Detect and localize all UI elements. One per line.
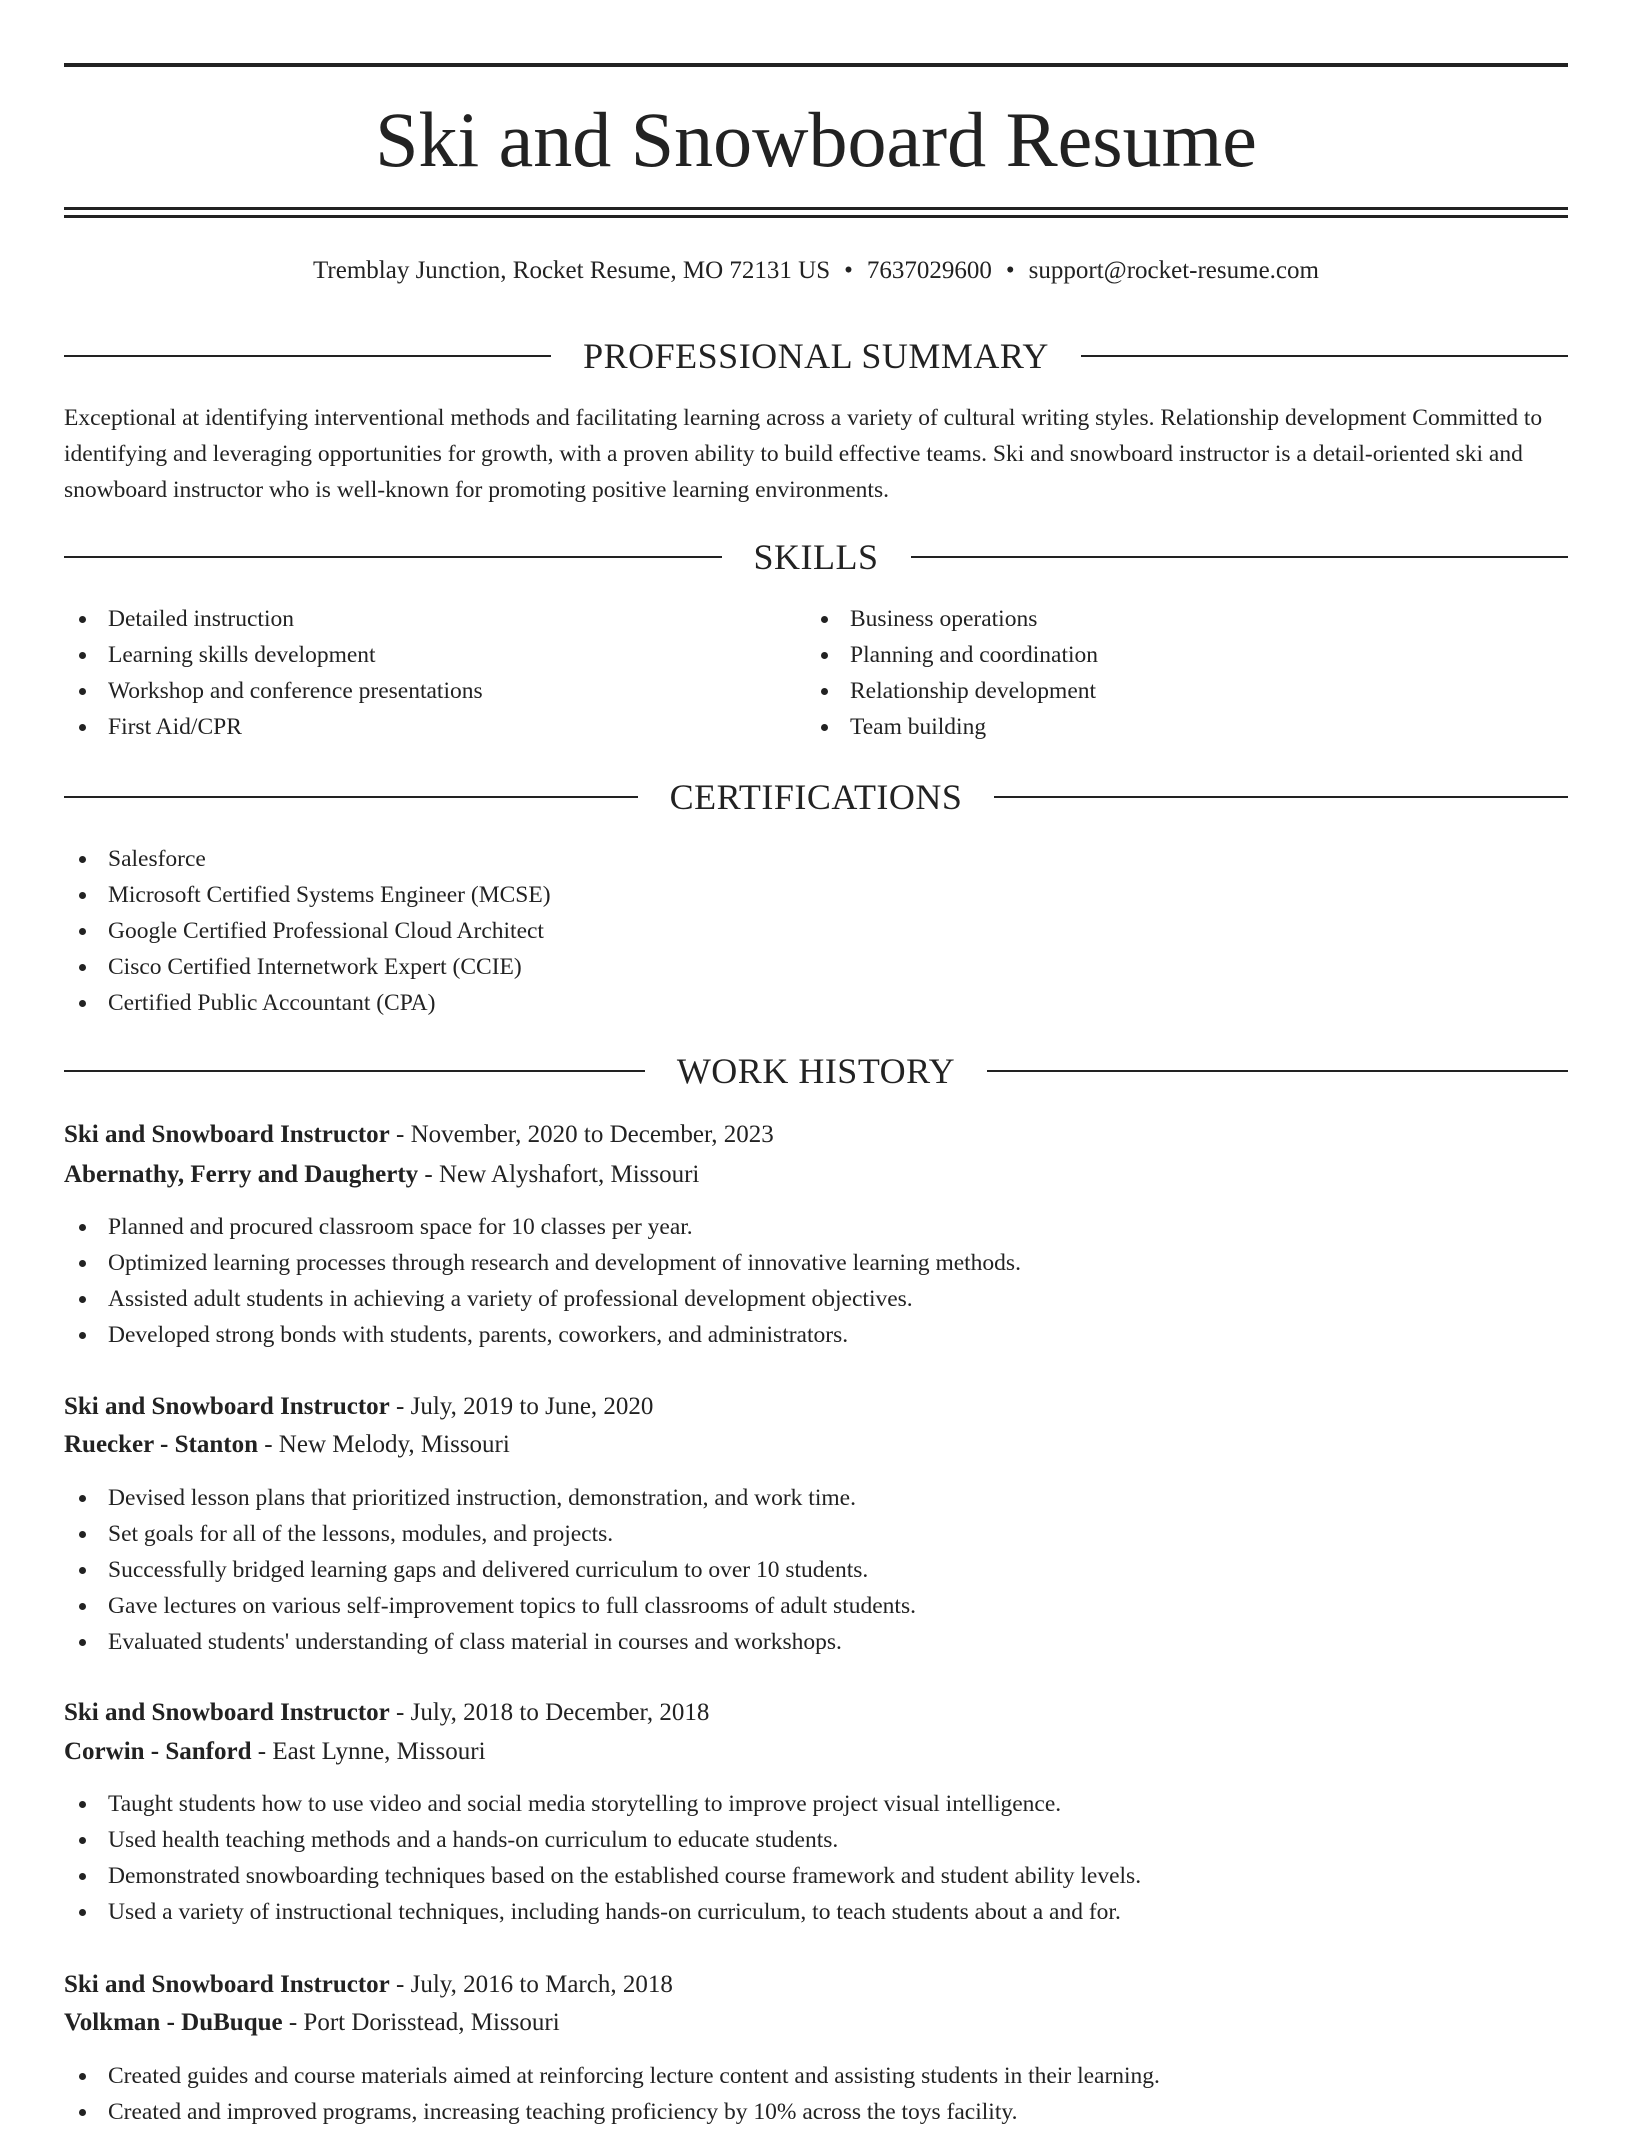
- job-dates: - July, 2018 to December, 2018: [389, 1699, 710, 1726]
- section-header-work-history: [64, 1049, 1568, 1093]
- job-bullets: [64, 1786, 1141, 1930]
- job-company-line: [64, 1427, 1568, 1463]
- certifications-list: [64, 841, 551, 1021]
- job-title: Ski and Snowboard Instructor: [64, 1971, 390, 1998]
- job-bullet: Used a variety of instructional techniques, including hands-on curriculum, to teach students about a and for.: [64, 1894, 1141, 1930]
- section-title-summary: PROFESSIONAL SUMMARY: [583, 336, 1049, 376]
- header-double-rule-upper: [64, 207, 1568, 210]
- job-company: Ruecker - Stanton: [64, 1431, 258, 1458]
- job-title: Ski and Snowboard Instructor: [64, 1393, 390, 1420]
- job-bullet: Used health teaching methods and a hands-on curriculum to educate students.: [64, 1822, 1141, 1858]
- section-rule-left: [64, 796, 638, 798]
- job-bullet: Developed strong bonds with students, parents, coworkers, and administrators.: [64, 1317, 1021, 1353]
- skill-item: Detailed instruction: [64, 601, 483, 637]
- contact-separator: •: [844, 257, 853, 284]
- section-title-certifications: CERTIFICATIONS: [669, 777, 963, 817]
- section-rule-left: [64, 556, 722, 558]
- contact-separator: •: [1005, 257, 1015, 284]
- certification-item: Cisco Certified Internetwork Expert (CCIE): [64, 949, 551, 985]
- job-dates: - November, 2020 to December, 2023: [389, 1121, 774, 1148]
- job-bullet: Taught students how to use video and social media storytelling to improve project visual intelligence.: [64, 1786, 1141, 1822]
- job-dates: - July, 2019 to June, 2020: [389, 1393, 654, 1420]
- job-company-line: [64, 1734, 1568, 1770]
- section-rule-left: [64, 355, 551, 357]
- job-bullets: [64, 2058, 1160, 2130]
- job-location: - New Alyshafort, Missouri: [418, 1161, 700, 1188]
- certification-item: Certified Public Accountant (CPA): [64, 985, 551, 1021]
- job-bullets: [64, 1209, 1021, 1353]
- job-bullets: [64, 1480, 916, 1660]
- skill-item: Workshop and conference presentations: [64, 673, 483, 709]
- job-title-line: [64, 1389, 1568, 1425]
- contact-email: support@rocket-resume.com: [1028, 257, 1319, 284]
- job-company: Corwin - Sanford: [64, 1738, 252, 1765]
- section-header-skills: [64, 535, 1568, 579]
- job-bullet: Created guides and course materials aimed at reinforcing lecture content and assisting students in their learning.: [64, 2058, 1160, 2094]
- job-company: Volkman - DuBuque: [64, 2009, 283, 2036]
- section-rule-left: [64, 1070, 645, 1072]
- contact-address: Tremblay Junction, Rocket Resume, MO 72131 US: [313, 257, 831, 284]
- job-bullet: Successfully bridged learning gaps and delivered curriculum to over 10 students.: [64, 1552, 916, 1588]
- job-bullet: Gave lectures on various self-improvement topics to full classrooms of adult students.: [64, 1588, 916, 1624]
- job-bullet: Set goals for all of the lessons, modules, and projects.: [64, 1516, 916, 1552]
- job-bullet: Planned and procured classroom space for 10 classes per year.: [64, 1209, 1021, 1245]
- section-rule-right: [911, 556, 1569, 558]
- summary-paragraph: Exceptional at identifying interventional methods and facilitating learning across a variety of cultural writing styles. Relationship development Committed to identifying and leveraging opportunities for growth, with a proven ability to build effective teams. Ski and snowboard instructor is a detail-oriented ski and snowboard instructor who is well-known for promoting positive learning environments.: [64, 405, 1543, 503]
- certification-item: Salesforce: [64, 841, 551, 877]
- job-bullet: Optimized learning processes through research and development of innovative learning methods.: [64, 1245, 1021, 1281]
- job-company-line: [64, 1157, 1568, 1193]
- certification-item: Google Certified Professional Cloud Architect: [64, 913, 551, 949]
- section-rule-right: [987, 1070, 1568, 1072]
- header-top-rule: [64, 63, 1568, 67]
- header-double-rule-lower: [64, 215, 1568, 218]
- job-dates: - July, 2016 to March, 2018: [389, 1971, 673, 1998]
- job-title: Ski and Snowboard Instructor: [64, 1699, 390, 1726]
- job-title-line: [64, 1695, 1568, 1731]
- contact-phone: 7637029600: [866, 257, 992, 284]
- job-location: - East Lynne, Missouri: [251, 1738, 486, 1765]
- job-bullet: Created and improved programs, increasing teaching proficiency by 10% across the toys facility.: [64, 2094, 1160, 2130]
- skill-item: First Aid/CPR: [64, 709, 483, 745]
- section-rule-right: [1081, 355, 1568, 357]
- certification-item: Microsoft Certified Systems Engineer (MCSE): [64, 877, 551, 913]
- skills-list-left: [64, 601, 483, 745]
- job-title-line: [64, 1967, 1568, 2003]
- resume-title: Ski and Snowboard Resume: [375, 96, 1257, 183]
- skill-item: Planning and coordination: [806, 637, 1098, 673]
- skills-list-right: [806, 601, 1098, 745]
- skill-item: Team building: [806, 709, 1098, 745]
- job-title-line: [64, 1117, 1568, 1153]
- job-bullet: Devised lesson plans that prioritized instruction, demonstration, and work time.: [64, 1480, 916, 1516]
- section-title-work-history: WORK HISTORY: [676, 1051, 956, 1091]
- skill-item: Relationship development: [806, 673, 1098, 709]
- job-bullet: Evaluated students' understanding of class material in courses and workshops.: [64, 1624, 916, 1660]
- contact-line: [64, 254, 1568, 288]
- job-title: Ski and Snowboard Instructor: [64, 1121, 390, 1148]
- job-bullet: Demonstrated snowboarding techniques based on the established course framework and student ability levels.: [64, 1858, 1141, 1894]
- section-header-summary: [64, 334, 1568, 378]
- job-location: - New Melody, Missouri: [257, 1431, 510, 1458]
- job-location: - Port Dorisstead, Missouri: [282, 2009, 560, 2036]
- job-company-line: [64, 2005, 1568, 2041]
- job-bullet: Assisted adult students in achieving a variety of professional development objectives.: [64, 1281, 1021, 1317]
- section-rule-right: [994, 796, 1568, 798]
- section-header-certifications: [64, 775, 1568, 819]
- skill-item: Learning skills development: [64, 637, 483, 673]
- job-company: Abernathy, Ferry and Daugherty: [64, 1161, 419, 1188]
- section-title-skills: SKILLS: [753, 537, 879, 577]
- skill-item: Business operations: [806, 601, 1098, 637]
